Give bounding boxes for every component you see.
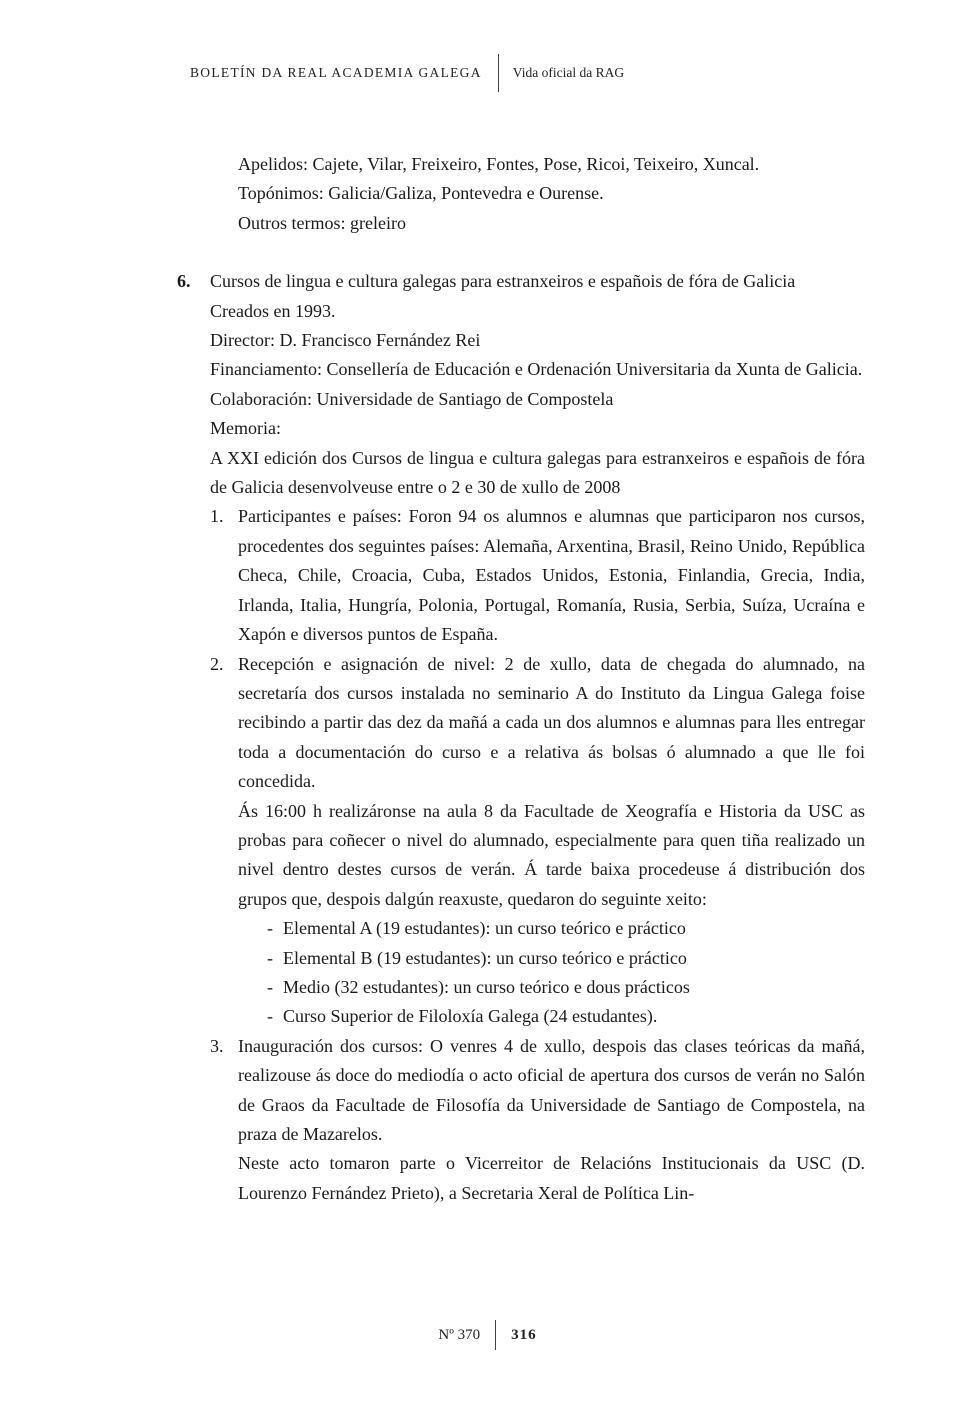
intro-block <box>238 150 865 238</box>
list-item <box>267 914 865 943</box>
paragraph: Recepción e asignación de nivel: 2 de xullo, data de chegada do alumnado, na secretaría dos cursos instalada no seminario A do Instituto da Lingua Galega foise recibindo a partir das dez da mañá a cada un dos alumnos e alumnas para lles entregar toda a documentación do curso e a relativa ás bolsas ó alumnado a que lle foi concedida. <box>238 653 865 792</box>
list-item-3-number: 3. <box>210 1035 224 1056</box>
header-divider <box>498 54 499 92</box>
paragraph: Inauguración dos cursos: O venres 4 de xullo, despois das clases teóricas da mañá, realizouse ás doce do mediodía o acto oficial de apertura dos cursos de verán no Salón de Graos da Facultade de Filosofía da Universidade de Santiago de Compostela, na praza de Mazarelos. <box>238 1035 865 1144</box>
list-item-2-number: 2. <box>210 653 224 674</box>
intro-line-outros-termos: Outros termos: greleiro <box>238 212 406 233</box>
meta-line-creados: Creados en 1993. <box>210 300 336 321</box>
section-6-heading: Cursos de lingua e cultura galegas para estranxeiros e españois de fóra de Galicia <box>210 271 796 292</box>
meta-line-director: Director: D. Francisco Fernández Rei <box>210 330 481 351</box>
footer-divider <box>495 1320 496 1350</box>
list-item <box>267 1002 865 1031</box>
dash-bullet-icon: - <box>267 947 273 968</box>
list-item-1-body <box>238 502 865 649</box>
intro-line-apelidos: Apelidos: Cajete, Vilar, Freixeiro, Fontes, Pose, Ricoi, Teixeiro, Xuncal. <box>238 154 760 174</box>
page-header <box>190 54 624 92</box>
list-item-2-body <box>238 650 865 1032</box>
bullet-text: Curso Superior de Filoloxía Galega (24 estudantes). <box>283 1006 658 1027</box>
dash-bullet-icon: - <box>267 918 273 939</box>
list-item <box>267 944 865 973</box>
footer-issue: Nº 370 <box>438 1326 481 1343</box>
list-item-3-body <box>238 1032 865 1208</box>
meta-line-memoria: Memoria: <box>210 418 281 439</box>
paragraph: Neste acto tomaron parte o Vicerreitor de Relacións Institucionais da USC (D. Lourenzo Fernández Prieto), a Secretaria Xeral de Política Lin- <box>238 1153 865 1203</box>
meta-line-colaboracion: Colaboración: Universidade de Santiago de Compostela <box>210 388 614 409</box>
paragraph: Ás 16:00 h realizáronse na aula 8 da Facultade de Xeografía e Historia da USC as probas para coñecer o nivel do alumnado, especialmente para quen tiña realizado un nivel dentro destes cursos de verán. Á tarde baixa procedeuse á distribución dos grupos que, despois dalgún reaxuste, quedaron do seguinte xeito: <box>238 800 865 909</box>
list-item <box>267 973 865 1002</box>
journal-title: BOLETÍN DA REAL ACADEMIA GALEGA <box>190 65 482 80</box>
list-item-1 <box>210 502 865 649</box>
section-6-body <box>210 267 865 1208</box>
bullet-text: Elemental B (19 estudantes): un curso teórico e práctico <box>283 947 687 968</box>
bullet-text: Medio (32 estudantes): un curso teórico e dous prácticos <box>283 976 690 997</box>
paragraph: Participantes e países: Foron 94 os alumnos e alumnas que participaron nos cursos, procedentes dos seguintes países: Alemaña, Arxentina, Brasil, Reino Unido, República Checa, Chile, Croacia, Cuba, Estados Unidos, Estonia, Finlandia, Grecia, India, Irlanda, Italia, Hungría, Polonia, Portugal, Romanía, Rusia, Serbia, Suíza, Ucraína e Xapón e diversos puntos de España. <box>238 506 865 645</box>
page-footer <box>0 1320 975 1350</box>
course-level-list <box>238 914 865 1032</box>
section-6-number: 6. <box>177 271 191 292</box>
dash-bullet-icon: - <box>267 976 273 997</box>
footer-page-number: 316 <box>511 1326 537 1343</box>
bullet-text: Elemental A (19 estudantes): un curso teórico e práctico <box>283 918 686 939</box>
memoria-intro-paragraph: A XXI edición dos Cursos de lingua e cultura galegas para estranxeiros e españois de fóra de Galicia desenvolveuse entre o 2 e 30 de xullo de 2008 <box>210 447 865 498</box>
list-item-1-number: 1. <box>210 506 224 527</box>
dash-bullet-icon: - <box>267 1006 273 1027</box>
page-body <box>177 150 865 1208</box>
list-item-2 <box>210 650 865 1032</box>
intro-line-toponimos: Topónimos: Galicia/Galiza, Pontevedra e Ourense. <box>238 183 604 204</box>
meta-line-financiamento: Financiamento: Consellería de Educación e Ordenación Universitaria da Xunta de Galicia. <box>210 359 863 380</box>
section-6 <box>177 267 865 1208</box>
list-item-3 <box>210 1032 865 1208</box>
section-title: Vida oficial da RAG <box>512 65 625 80</box>
